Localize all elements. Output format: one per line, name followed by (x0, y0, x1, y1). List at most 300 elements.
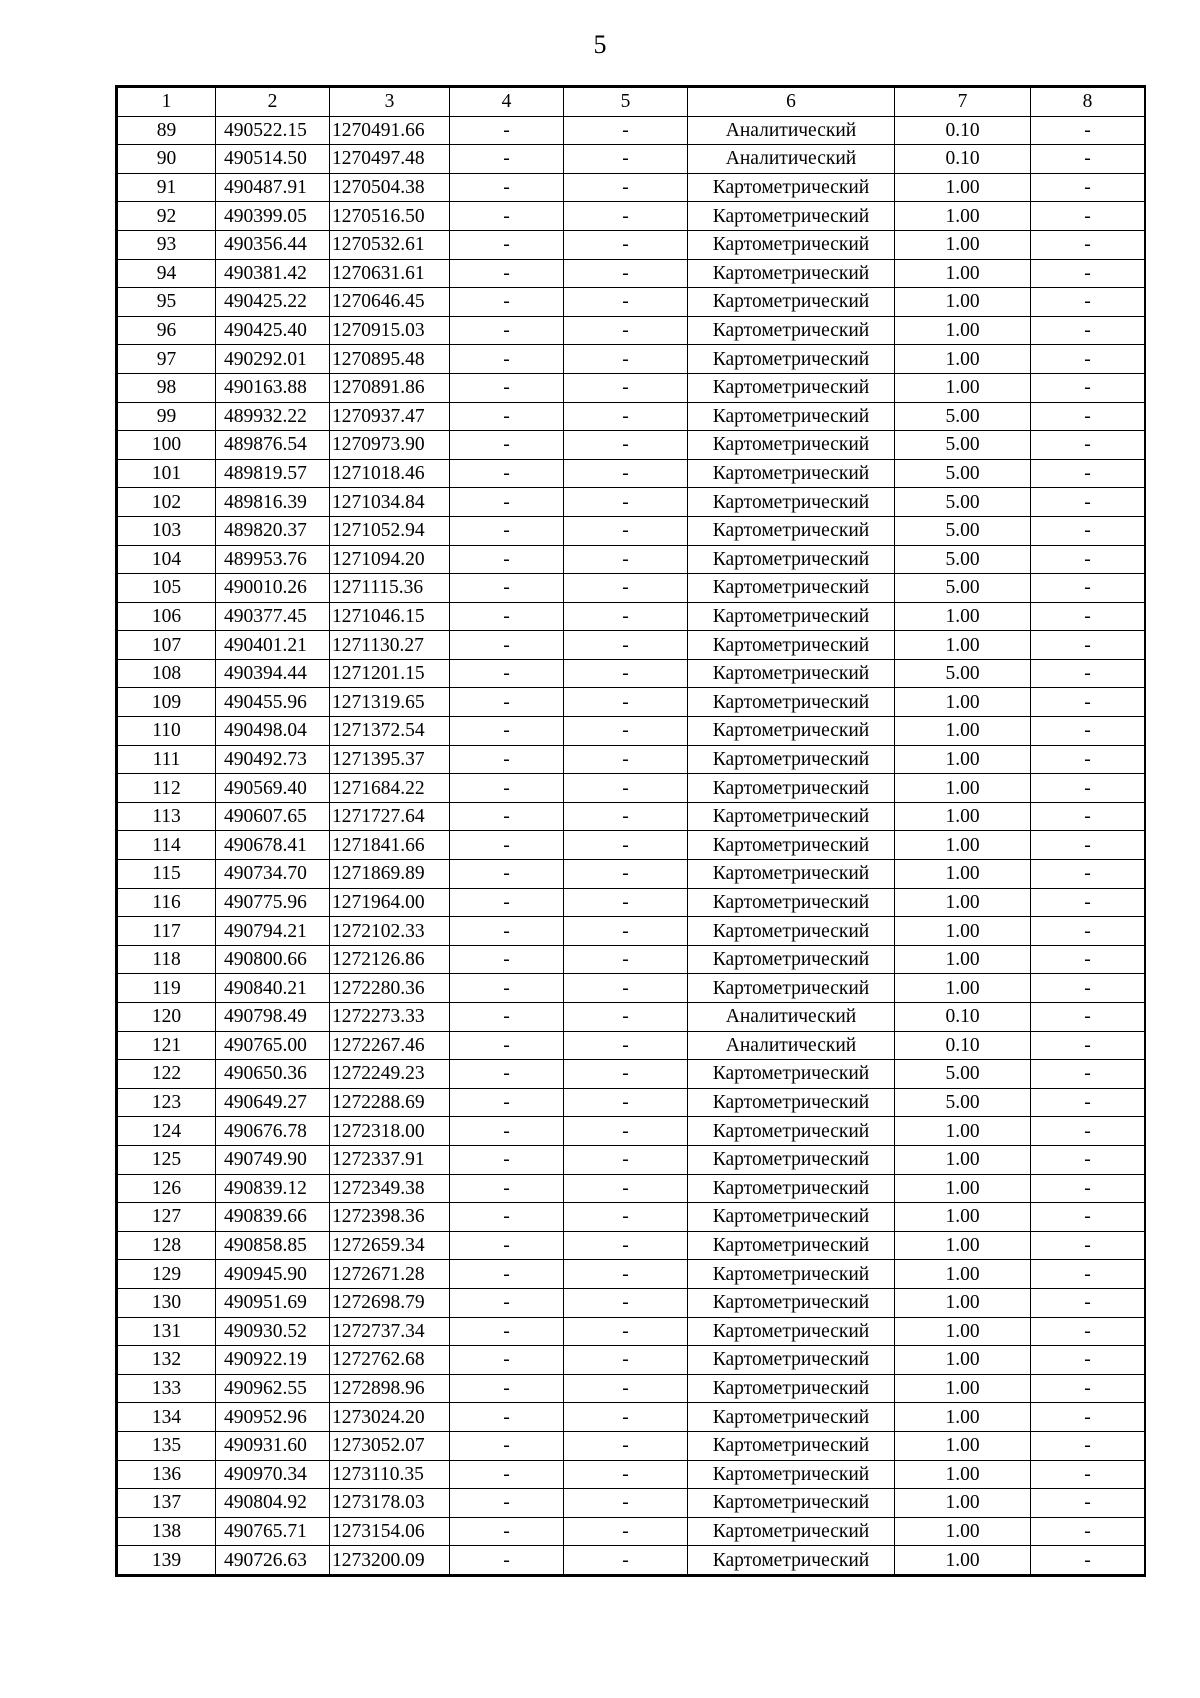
table-row (118, 945, 1145, 974)
column-4-cell: - (450, 1374, 564, 1403)
column-header: 3 (330, 88, 450, 117)
y-coordinate-cell: 1271372.54 (330, 717, 450, 746)
accuracy-cell: 5.00 (895, 574, 1031, 603)
accuracy-cell: 1.00 (895, 1517, 1031, 1546)
y-coordinate-cell: 1271395.37 (330, 745, 450, 774)
method-cell: Аналитический (688, 145, 895, 174)
y-coordinate-cell: 1270891.86 (330, 373, 450, 402)
x-coordinate-cell: 490492.73 (216, 745, 330, 774)
column-4-cell: - (450, 1288, 564, 1317)
y-coordinate-cell: 1270516.50 (330, 202, 450, 231)
column-8-cell: - (1031, 545, 1145, 574)
column-4-cell: - (450, 488, 564, 517)
x-coordinate-cell: 490607.65 (216, 802, 330, 831)
table-row (118, 1088, 1145, 1117)
x-coordinate-cell: 490804.92 (216, 1489, 330, 1518)
x-coordinate-cell: 490840.21 (216, 974, 330, 1003)
column-5-cell: - (564, 1431, 688, 1460)
y-coordinate-cell: 1272337.91 (330, 1145, 450, 1174)
column-8-cell: - (1031, 402, 1145, 431)
y-coordinate-cell: 1271841.66 (330, 831, 450, 860)
y-coordinate-cell: 1270973.90 (330, 431, 450, 460)
x-coordinate-cell: 490394.44 (216, 659, 330, 688)
y-coordinate-cell: 1271319.65 (330, 688, 450, 717)
y-coordinate-cell: 1270497.48 (330, 145, 450, 174)
y-coordinate-cell: 1270504.38 (330, 173, 450, 202)
table-row (118, 717, 1145, 746)
y-coordinate-cell: 1273200.09 (330, 1546, 450, 1575)
table-row (118, 745, 1145, 774)
x-coordinate-cell: 490514.50 (216, 145, 330, 174)
y-coordinate-cell: 1272249.23 (330, 1060, 450, 1089)
x-coordinate-cell: 490798.49 (216, 1003, 330, 1032)
y-coordinate-cell: 1270646.45 (330, 288, 450, 317)
column-5-cell: - (564, 1288, 688, 1317)
y-coordinate-cell: 1272126.86 (330, 945, 450, 974)
column-5-cell: - (564, 1546, 688, 1575)
y-coordinate-cell: 1271052.94 (330, 516, 450, 545)
table-row (118, 1260, 1145, 1289)
column-8-cell: - (1031, 774, 1145, 803)
column-4-cell: - (450, 602, 564, 631)
column-header: 2 (216, 88, 330, 117)
accuracy-cell: 0.10 (895, 145, 1031, 174)
point-number-cell: 123 (118, 1088, 216, 1117)
column-8-cell: - (1031, 488, 1145, 517)
column-8-cell: - (1031, 631, 1145, 660)
column-4-cell: - (450, 1003, 564, 1032)
accuracy-cell: 5.00 (895, 488, 1031, 517)
accuracy-cell: 1.00 (895, 860, 1031, 889)
column-8-cell: - (1031, 745, 1145, 774)
y-coordinate-cell: 1273110.35 (330, 1460, 450, 1489)
point-number-cell: 99 (118, 402, 216, 431)
accuracy-cell: 1.00 (895, 631, 1031, 660)
column-4-cell: - (450, 831, 564, 860)
point-number-cell: 109 (118, 688, 216, 717)
column-5-cell: - (564, 974, 688, 1003)
column-8-cell: - (1031, 602, 1145, 631)
point-number-cell: 131 (118, 1317, 216, 1346)
y-coordinate-cell: 1271869.89 (330, 860, 450, 889)
x-coordinate-cell: 489816.39 (216, 488, 330, 517)
column-header: 8 (1031, 88, 1145, 117)
table-row (118, 1174, 1145, 1203)
column-8-cell: - (1031, 1003, 1145, 1032)
y-coordinate-cell: 1271727.64 (330, 802, 450, 831)
column-4-cell: - (450, 1517, 564, 1546)
x-coordinate-cell: 490425.22 (216, 288, 330, 317)
column-5-cell: - (564, 259, 688, 288)
column-5-cell: - (564, 431, 688, 460)
coordinates-table (117, 87, 1145, 1575)
point-number-cell: 126 (118, 1174, 216, 1203)
accuracy-cell: 1.00 (895, 1431, 1031, 1460)
accuracy-cell: 1.00 (895, 1460, 1031, 1489)
point-number-cell: 104 (118, 545, 216, 574)
column-4-cell: - (450, 145, 564, 174)
y-coordinate-cell: 1272349.38 (330, 1174, 450, 1203)
point-number-cell: 116 (118, 888, 216, 917)
table-row (118, 1517, 1145, 1546)
y-coordinate-cell: 1271115.36 (330, 574, 450, 603)
accuracy-cell: 1.00 (895, 259, 1031, 288)
column-5-cell: - (564, 145, 688, 174)
method-cell: Картометрический (688, 402, 895, 431)
accuracy-cell: 1.00 (895, 1231, 1031, 1260)
column-4-cell: - (450, 1088, 564, 1117)
column-8-cell: - (1031, 230, 1145, 259)
accuracy-cell: 1.00 (895, 1260, 1031, 1289)
accuracy-cell: 5.00 (895, 659, 1031, 688)
x-coordinate-cell: 490749.90 (216, 1145, 330, 1174)
column-8-cell: - (1031, 1288, 1145, 1317)
table-row (118, 1546, 1145, 1575)
column-4-cell: - (450, 802, 564, 831)
table-row (118, 1060, 1145, 1089)
x-coordinate-cell: 490775.96 (216, 888, 330, 917)
column-4-cell: - (450, 860, 564, 889)
method-cell: Картометрический (688, 1431, 895, 1460)
table-row (118, 116, 1145, 145)
column-4-cell: - (450, 459, 564, 488)
point-number-cell: 92 (118, 202, 216, 231)
method-cell: Картометрический (688, 917, 895, 946)
method-cell: Аналитический (688, 1003, 895, 1032)
column-8-cell: - (1031, 831, 1145, 860)
x-coordinate-cell: 490678.41 (216, 831, 330, 860)
column-4-cell: - (450, 1403, 564, 1432)
y-coordinate-cell: 1271034.84 (330, 488, 450, 517)
table-row (118, 1489, 1145, 1518)
table-row (118, 316, 1145, 345)
y-coordinate-cell: 1272398.36 (330, 1203, 450, 1232)
method-cell: Картометрический (688, 974, 895, 1003)
column-5-cell: - (564, 688, 688, 717)
point-number-cell: 96 (118, 316, 216, 345)
column-header: 4 (450, 88, 564, 117)
x-coordinate-cell: 490163.88 (216, 373, 330, 402)
table-row (118, 1317, 1145, 1346)
table-row (118, 860, 1145, 889)
x-coordinate-cell: 490401.21 (216, 631, 330, 660)
table-row (118, 459, 1145, 488)
table-row (118, 631, 1145, 660)
x-coordinate-cell: 490569.40 (216, 774, 330, 803)
column-8-cell: - (1031, 1546, 1145, 1575)
table-row (118, 917, 1145, 946)
column-4-cell: - (450, 631, 564, 660)
method-cell: Картометрический (688, 745, 895, 774)
y-coordinate-cell: 1270631.61 (330, 259, 450, 288)
column-8-cell: - (1031, 659, 1145, 688)
method-cell: Картометрический (688, 259, 895, 288)
column-4-cell: - (450, 202, 564, 231)
accuracy-cell: 1.00 (895, 173, 1031, 202)
accuracy-cell: 1.00 (895, 1403, 1031, 1432)
table-row (118, 173, 1145, 202)
column-5-cell: - (564, 345, 688, 374)
method-cell: Картометрический (688, 1117, 895, 1146)
x-coordinate-cell: 490839.66 (216, 1203, 330, 1232)
point-number-cell: 129 (118, 1260, 216, 1289)
point-number-cell: 107 (118, 631, 216, 660)
table-row (118, 602, 1145, 631)
x-coordinate-cell: 490945.90 (216, 1260, 330, 1289)
y-coordinate-cell: 1273052.07 (330, 1431, 450, 1460)
column-4-cell: - (450, 1060, 564, 1089)
method-cell: Картометрический (688, 717, 895, 746)
point-number-cell: 89 (118, 116, 216, 145)
point-number-cell: 110 (118, 717, 216, 746)
method-cell: Картометрический (688, 202, 895, 231)
column-4-cell: - (450, 230, 564, 259)
column-4-cell: - (450, 1489, 564, 1518)
point-number-cell: 133 (118, 1374, 216, 1403)
column-8-cell: - (1031, 1346, 1145, 1375)
column-5-cell: - (564, 230, 688, 259)
point-number-cell: 130 (118, 1288, 216, 1317)
method-cell: Картометрический (688, 1145, 895, 1174)
x-coordinate-cell: 490425.40 (216, 316, 330, 345)
column-5-cell: - (564, 574, 688, 603)
column-5-cell: - (564, 1031, 688, 1060)
table-row (118, 1288, 1145, 1317)
column-4-cell: - (450, 116, 564, 145)
x-coordinate-cell: 489932.22 (216, 402, 330, 431)
column-5-cell: - (564, 602, 688, 631)
column-header: 6 (688, 88, 895, 117)
method-cell: Картометрический (688, 1517, 895, 1546)
accuracy-cell: 5.00 (895, 545, 1031, 574)
column-4-cell: - (450, 345, 564, 374)
point-number-cell: 112 (118, 774, 216, 803)
column-4-cell: - (450, 774, 564, 803)
point-number-cell: 125 (118, 1145, 216, 1174)
column-5-cell: - (564, 1346, 688, 1375)
column-5-cell: - (564, 202, 688, 231)
column-4-cell: - (450, 1031, 564, 1060)
column-5-cell: - (564, 774, 688, 803)
column-5-cell: - (564, 173, 688, 202)
table-row (118, 659, 1145, 688)
accuracy-cell: 1.00 (895, 1203, 1031, 1232)
method-cell: Картометрический (688, 1403, 895, 1432)
table-row (118, 774, 1145, 803)
column-4-cell: - (450, 1174, 564, 1203)
column-5-cell: - (564, 1260, 688, 1289)
accuracy-cell: 1.00 (895, 945, 1031, 974)
column-8-cell: - (1031, 945, 1145, 974)
y-coordinate-cell: 1272698.79 (330, 1288, 450, 1317)
point-number-cell: 102 (118, 488, 216, 517)
column-4-cell: - (450, 574, 564, 603)
method-cell: Картометрический (688, 831, 895, 860)
column-8-cell: - (1031, 173, 1145, 202)
table-row (118, 202, 1145, 231)
table-row (118, 259, 1145, 288)
column-5-cell: - (564, 1460, 688, 1489)
y-coordinate-cell: 1272671.28 (330, 1260, 450, 1289)
column-4-cell: - (450, 1145, 564, 1174)
point-number-cell: 127 (118, 1203, 216, 1232)
y-coordinate-cell: 1271130.27 (330, 631, 450, 660)
column-8-cell: - (1031, 1031, 1145, 1060)
column-4-cell: - (450, 917, 564, 946)
y-coordinate-cell: 1270532.61 (330, 230, 450, 259)
accuracy-cell: 1.00 (895, 802, 1031, 831)
column-8-cell: - (1031, 1489, 1145, 1518)
column-5-cell: - (564, 516, 688, 545)
column-8-cell: - (1031, 1260, 1145, 1289)
column-8-cell: - (1031, 1117, 1145, 1146)
accuracy-cell: 1.00 (895, 230, 1031, 259)
column-5-cell: - (564, 1174, 688, 1203)
y-coordinate-cell: 1272318.00 (330, 1117, 450, 1146)
column-5-cell: - (564, 831, 688, 860)
column-4-cell: - (450, 1431, 564, 1460)
accuracy-cell: 1.00 (895, 717, 1031, 746)
table-row (118, 1003, 1145, 1032)
method-cell: Картометрический (688, 516, 895, 545)
table-row (118, 402, 1145, 431)
y-coordinate-cell: 1270937.47 (330, 402, 450, 431)
column-5-cell: - (564, 1145, 688, 1174)
point-number-cell: 108 (118, 659, 216, 688)
accuracy-cell: 1.00 (895, 1317, 1031, 1346)
point-number-cell: 136 (118, 1460, 216, 1489)
column-5-cell: - (564, 631, 688, 660)
accuracy-cell: 5.00 (895, 516, 1031, 545)
method-cell: Картометрический (688, 688, 895, 717)
column-4-cell: - (450, 1231, 564, 1260)
point-number-cell: 138 (118, 1517, 216, 1546)
point-number-cell: 134 (118, 1403, 216, 1432)
column-header: 5 (564, 88, 688, 117)
column-4-cell: - (450, 373, 564, 402)
x-coordinate-cell: 490970.34 (216, 1460, 330, 1489)
column-5-cell: - (564, 888, 688, 917)
column-5-cell: - (564, 1231, 688, 1260)
column-8-cell: - (1031, 116, 1145, 145)
point-number-cell: 122 (118, 1060, 216, 1089)
x-coordinate-cell: 490931.60 (216, 1431, 330, 1460)
point-number-cell: 137 (118, 1489, 216, 1518)
x-coordinate-cell: 490765.00 (216, 1031, 330, 1060)
method-cell: Аналитический (688, 1031, 895, 1060)
y-coordinate-cell: 1270491.66 (330, 116, 450, 145)
y-coordinate-cell: 1272762.68 (330, 1346, 450, 1375)
accuracy-cell: 1.00 (895, 831, 1031, 860)
x-coordinate-cell: 490794.21 (216, 917, 330, 946)
table-row (118, 888, 1145, 917)
x-coordinate-cell: 490377.45 (216, 602, 330, 631)
y-coordinate-cell: 1272273.33 (330, 1003, 450, 1032)
point-number-cell: 132 (118, 1346, 216, 1375)
column-8-cell: - (1031, 1203, 1145, 1232)
method-cell: Картометрический (688, 860, 895, 889)
table-row (118, 1117, 1145, 1146)
method-cell: Картометрический (688, 1374, 895, 1403)
method-cell: Картометрический (688, 288, 895, 317)
column-8-cell: - (1031, 1374, 1145, 1403)
table-row (118, 230, 1145, 259)
column-8-cell: - (1031, 717, 1145, 746)
column-4-cell: - (450, 1346, 564, 1375)
column-4-cell: - (450, 431, 564, 460)
point-number-cell: 114 (118, 831, 216, 860)
column-5-cell: - (564, 1117, 688, 1146)
point-number-cell: 97 (118, 345, 216, 374)
point-number-cell: 95 (118, 288, 216, 317)
y-coordinate-cell: 1272288.69 (330, 1088, 450, 1117)
y-coordinate-cell: 1273154.06 (330, 1517, 450, 1546)
x-coordinate-cell: 490292.01 (216, 345, 330, 374)
x-coordinate-cell: 490381.42 (216, 259, 330, 288)
point-number-cell: 135 (118, 1431, 216, 1460)
y-coordinate-cell: 1271094.20 (330, 545, 450, 574)
accuracy-cell: 1.00 (895, 688, 1031, 717)
accuracy-cell: 1.00 (895, 1117, 1031, 1146)
column-5-cell: - (564, 860, 688, 889)
column-4-cell: - (450, 1460, 564, 1489)
y-coordinate-cell: 1271201.15 (330, 659, 450, 688)
x-coordinate-cell: 489820.37 (216, 516, 330, 545)
x-coordinate-cell: 490650.36 (216, 1060, 330, 1089)
x-coordinate-cell: 490356.44 (216, 230, 330, 259)
y-coordinate-cell: 1271018.46 (330, 459, 450, 488)
method-cell: Картометрический (688, 574, 895, 603)
accuracy-cell: 1.00 (895, 1374, 1031, 1403)
y-coordinate-cell: 1272267.46 (330, 1031, 450, 1060)
accuracy-cell: 1.00 (895, 1288, 1031, 1317)
y-coordinate-cell: 1273178.03 (330, 1489, 450, 1518)
column-8-cell: - (1031, 888, 1145, 917)
point-number-cell: 121 (118, 1031, 216, 1060)
table-row (118, 488, 1145, 517)
table-row (118, 373, 1145, 402)
table-row (118, 1203, 1145, 1232)
point-number-cell: 94 (118, 259, 216, 288)
table-row (118, 1231, 1145, 1260)
column-8-cell: - (1031, 259, 1145, 288)
column-8-cell: - (1031, 1231, 1145, 1260)
point-number-cell: 111 (118, 745, 216, 774)
x-coordinate-cell: 490951.69 (216, 1288, 330, 1317)
method-cell: Картометрический (688, 1174, 895, 1203)
accuracy-cell: 1.00 (895, 774, 1031, 803)
point-number-cell: 105 (118, 574, 216, 603)
x-coordinate-cell: 490930.52 (216, 1317, 330, 1346)
method-cell: Картометрический (688, 602, 895, 631)
column-8-cell: - (1031, 1174, 1145, 1203)
point-number-cell: 128 (118, 1231, 216, 1260)
accuracy-cell: 1.00 (895, 316, 1031, 345)
accuracy-cell: 1.00 (895, 1546, 1031, 1575)
column-8-cell: - (1031, 1460, 1145, 1489)
method-cell: Картометрический (688, 945, 895, 974)
column-8-cell: - (1031, 1060, 1145, 1089)
column-5-cell: - (564, 316, 688, 345)
column-5-cell: - (564, 373, 688, 402)
column-8-cell: - (1031, 917, 1145, 946)
page-number: 5 (593, 30, 607, 59)
table-row (118, 831, 1145, 860)
column-5-cell: - (564, 945, 688, 974)
point-number-cell: 98 (118, 373, 216, 402)
table-row (118, 688, 1145, 717)
column-5-cell: - (564, 802, 688, 831)
